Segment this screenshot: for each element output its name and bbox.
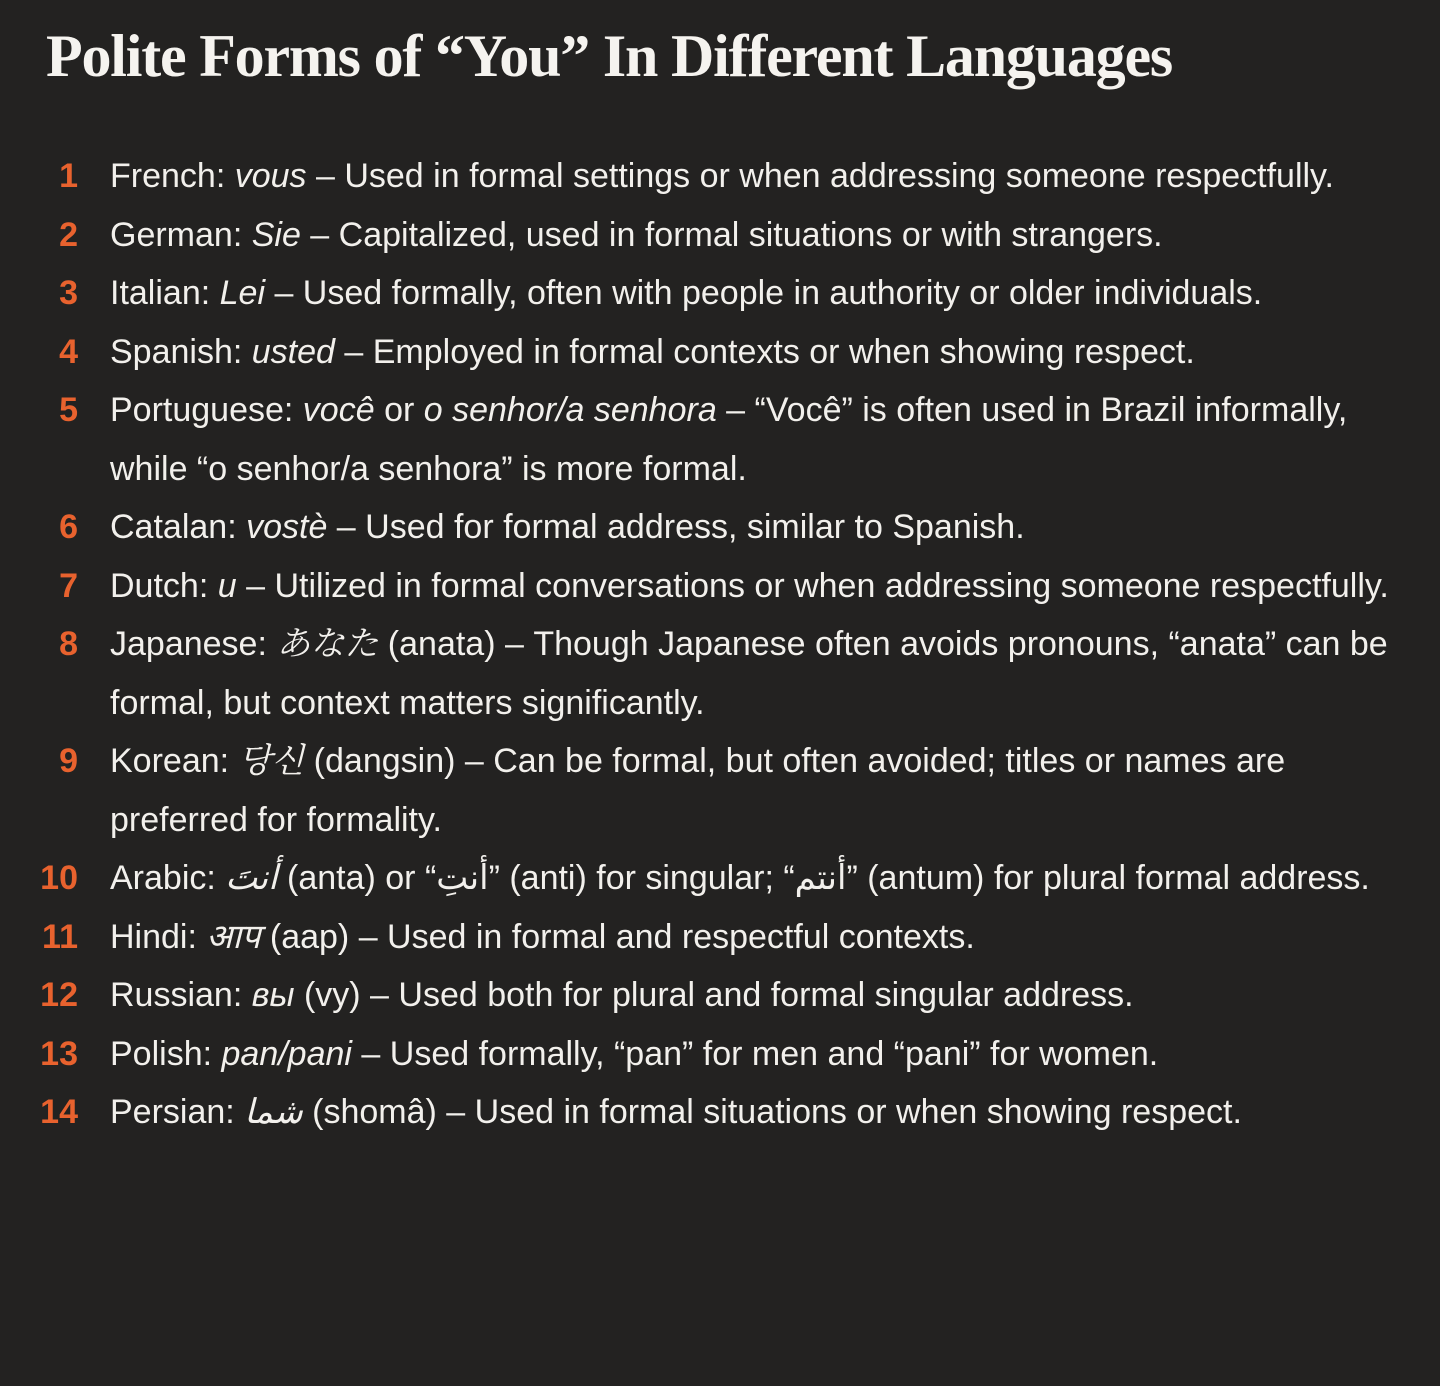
item-language: German: <box>110 215 252 254</box>
item-description: – Used formally, “pan” for men and “pani” for women. <box>351 1034 1159 1073</box>
list-item <box>0 323 1440 382</box>
item-language: Arabic: <box>110 859 226 897</box>
item-description: (aap) – Used in formal and respectful contexts. <box>260 917 975 956</box>
polite-forms-list <box>0 147 1440 1142</box>
item-language: Italian: <box>110 274 220 312</box>
item-number: 13 <box>40 1034 78 1073</box>
list-item <box>0 615 1440 732</box>
list-item <box>0 381 1440 498</box>
list-item <box>0 908 1440 967</box>
item-number: 5 <box>59 391 78 429</box>
list-item <box>0 498 1440 557</box>
list-item <box>0 732 1440 849</box>
page-title: Polite Forms of “You” In Different Languages <box>46 23 1173 89</box>
item-number: 12 <box>40 976 78 1014</box>
item-language: Japanese: <box>110 625 277 663</box>
item-term-alt: o senhor/a senhora <box>423 391 717 429</box>
item-description: (dangsin) – Can be formal, but often avoided; titles or names are preferred for formality. <box>110 742 1286 839</box>
item-term: Lei <box>219 274 265 312</box>
list-item <box>0 1083 1440 1142</box>
item-number: 4 <box>59 332 78 371</box>
list-item <box>0 206 1440 265</box>
item-description: – Utilized in formal conversations or when addressing someone respectfully. <box>236 566 1389 605</box>
list-item <box>0 1025 1440 1084</box>
item-description: (anata) – Though Japanese often avoids pronouns, “anata” can be formal, but context matters significantly. <box>110 625 1388 722</box>
item-description: (vy) – Used both for plural and formal singular address. <box>294 976 1134 1014</box>
item-number: 11 <box>42 917 78 956</box>
item-description: – “Você” is often used in Brazil informally, while “o senhor/a senhora” is more formal. <box>110 391 1348 488</box>
item-description: – Used in formal settings or when addressing someone respectfully. <box>306 157 1334 195</box>
list-item <box>0 966 1440 1025</box>
item-term: você <box>302 391 375 429</box>
item-number: 8 <box>59 625 78 663</box>
item-language: Catalan: <box>110 508 247 546</box>
list-item <box>0 849 1440 908</box>
item-term: usted <box>251 332 335 371</box>
item-language: Dutch: <box>110 566 218 605</box>
list-item <box>0 557 1440 616</box>
item-term: 당신 <box>238 742 305 780</box>
item-description: – Employed in formal contexts or when showing respect. <box>334 332 1195 371</box>
item-term: vostè <box>246 508 328 546</box>
item-connector: or <box>374 391 424 429</box>
item-language: Persian: <box>110 1093 245 1131</box>
item-language: Russian: <box>110 976 252 1014</box>
item-term: vous <box>234 157 307 195</box>
item-description: (shomâ) – Used in formal situations or when showing respect. <box>302 1093 1242 1131</box>
item-number: 6 <box>59 508 78 546</box>
item-language: Spanish: <box>110 332 252 371</box>
item-description: – Used for formal address, similar to Spanish. <box>327 508 1025 546</box>
item-term: вы <box>251 976 295 1014</box>
item-term: Sie <box>251 215 301 254</box>
item-number: 9 <box>59 742 78 780</box>
item-number: 2 <box>59 215 78 254</box>
item-number: 14 <box>40 1093 78 1131</box>
item-description: (anta) or “أنتِ” (anti) for singular; “أنتم” (antum) for plural formal address. <box>277 859 1370 897</box>
item-number: 3 <box>59 274 78 312</box>
item-number: 1 <box>59 157 78 195</box>
item-term: u <box>217 566 237 605</box>
item-number: 7 <box>59 566 78 605</box>
list-item <box>0 264 1440 323</box>
item-language: Korean: <box>110 742 239 780</box>
item-description: – Used formally, often with people in authority or older individuals. <box>265 274 1263 312</box>
item-term: pan/pani <box>221 1034 352 1073</box>
item-language: Hindi: <box>110 917 207 956</box>
item-term: شما <box>244 1093 303 1131</box>
item-description: – Capitalized, used in formal situations or with strangers. <box>300 215 1163 254</box>
item-language: Portuguese: <box>110 391 303 429</box>
list-item <box>0 147 1440 206</box>
item-language: Polish: <box>110 1034 222 1073</box>
item-language: French: <box>110 157 235 195</box>
item-number: 10 <box>40 859 78 897</box>
item-term: あなた <box>276 625 379 663</box>
item-term: أنتَ <box>225 859 278 897</box>
item-term: आप <box>206 917 261 956</box>
